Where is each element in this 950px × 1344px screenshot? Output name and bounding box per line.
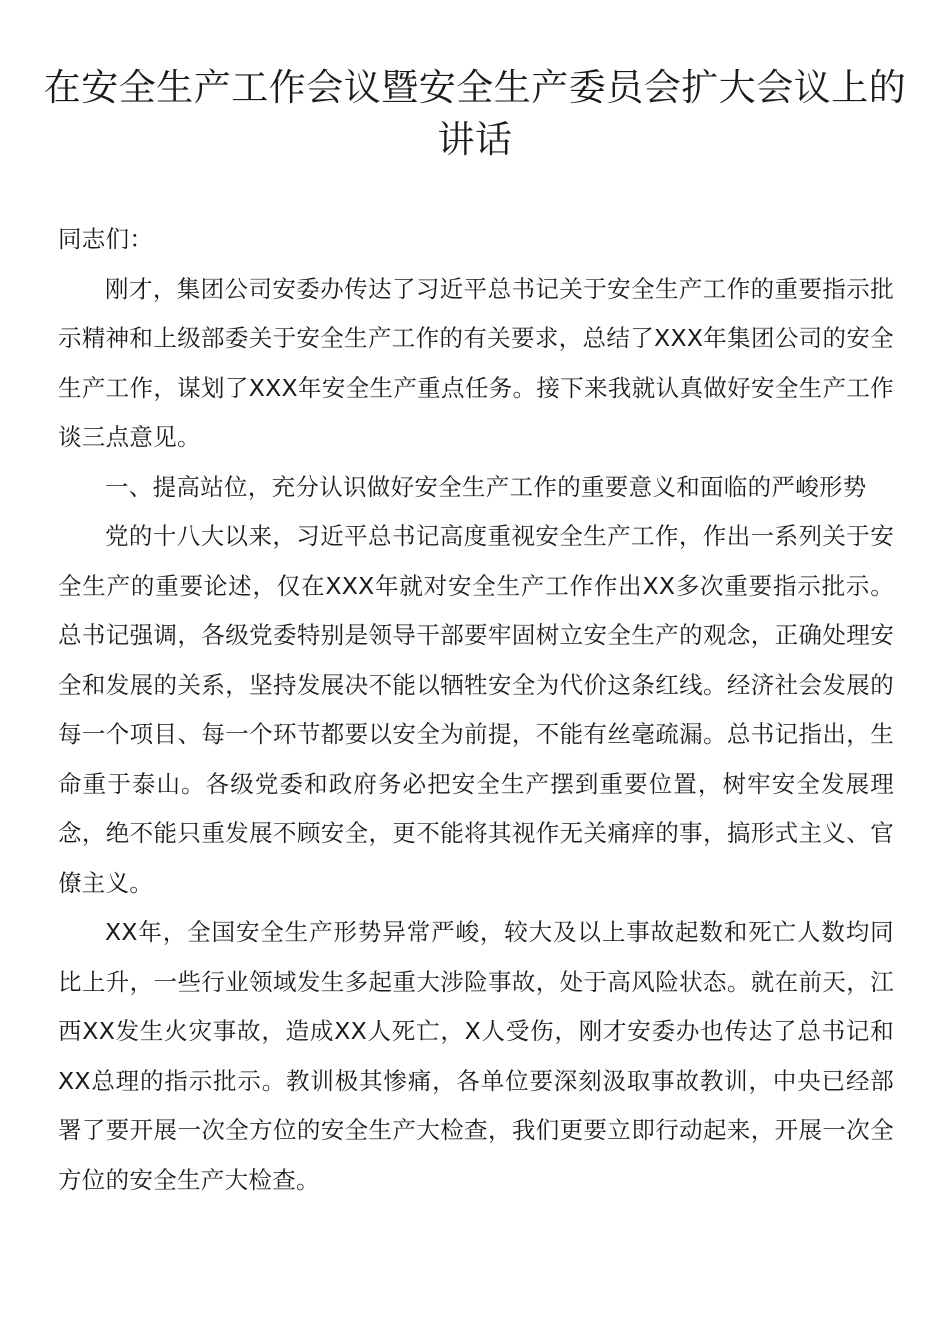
paragraph-body: XX年，全国安全生产形势异常严峻，较大及以上事故起数和死亡人数均同比上升，一些行业领域发生多起重大涉险事故，处于高风险状态。就在前天，江西XX发生火灾事故，造成XX人死亡，X人受伤，刚才安委办也传达了总书记和XX总理的指示批示。教训极其惨痛，各单位要深刻汲取事故教训，中央已经部署了要开展一次全方位的安全生产大检查，我们更要立即行动起来，开展一次全方位的安全生产大检查。	[58, 918, 894, 1194]
paragraph-intro: 刚才，集团公司安委办传达了习近平总书记关于安全生产工作的重要指示批示精神和上级部委关于安全生产工作的有关要求，总结了XXX年集团公司的安全生产工作，谋划了XXX年安全生产重点任务。接下来我就认真做好安全生产工作谈三点意见。	[58, 274, 894, 451]
paragraph-body: 党的十八大以来，习近平总书记高度重视安全生产工作，作出一系列关于安全生产的重要论述，仅在XXX年就对安全生产工作作出XX多次重要指示批示。总书记强调，各级党委特别是领导干部要牢固树立安全生产的观念，正确处理安全和发展的关系，坚持发展决不能以牺牲安全为代价这条红线。经济社会发展的每一个项目、每一个环节都要以安全为前提，不能有丝毫疏漏。总书记指出，生命重于泰山。各级党委和政府务必把安全生产摆到重要位置，树牢安全发展理念，绝不能只重发展不顾安全，更不能将其视作无关痛痒的事，搞形式主义、官僚主义。	[58, 522, 894, 897]
section-heading-1: 一、提高站位，充分认识做好安全生产工作的重要意义和面临的严峻形势	[105, 472, 867, 501]
salutation: 同志们：	[58, 225, 154, 253]
document-title: 在安全生产工作会议暨安全生产委员会扩大会议上的讲话	[43, 66, 907, 161]
document-body	[58, 215, 894, 1205]
